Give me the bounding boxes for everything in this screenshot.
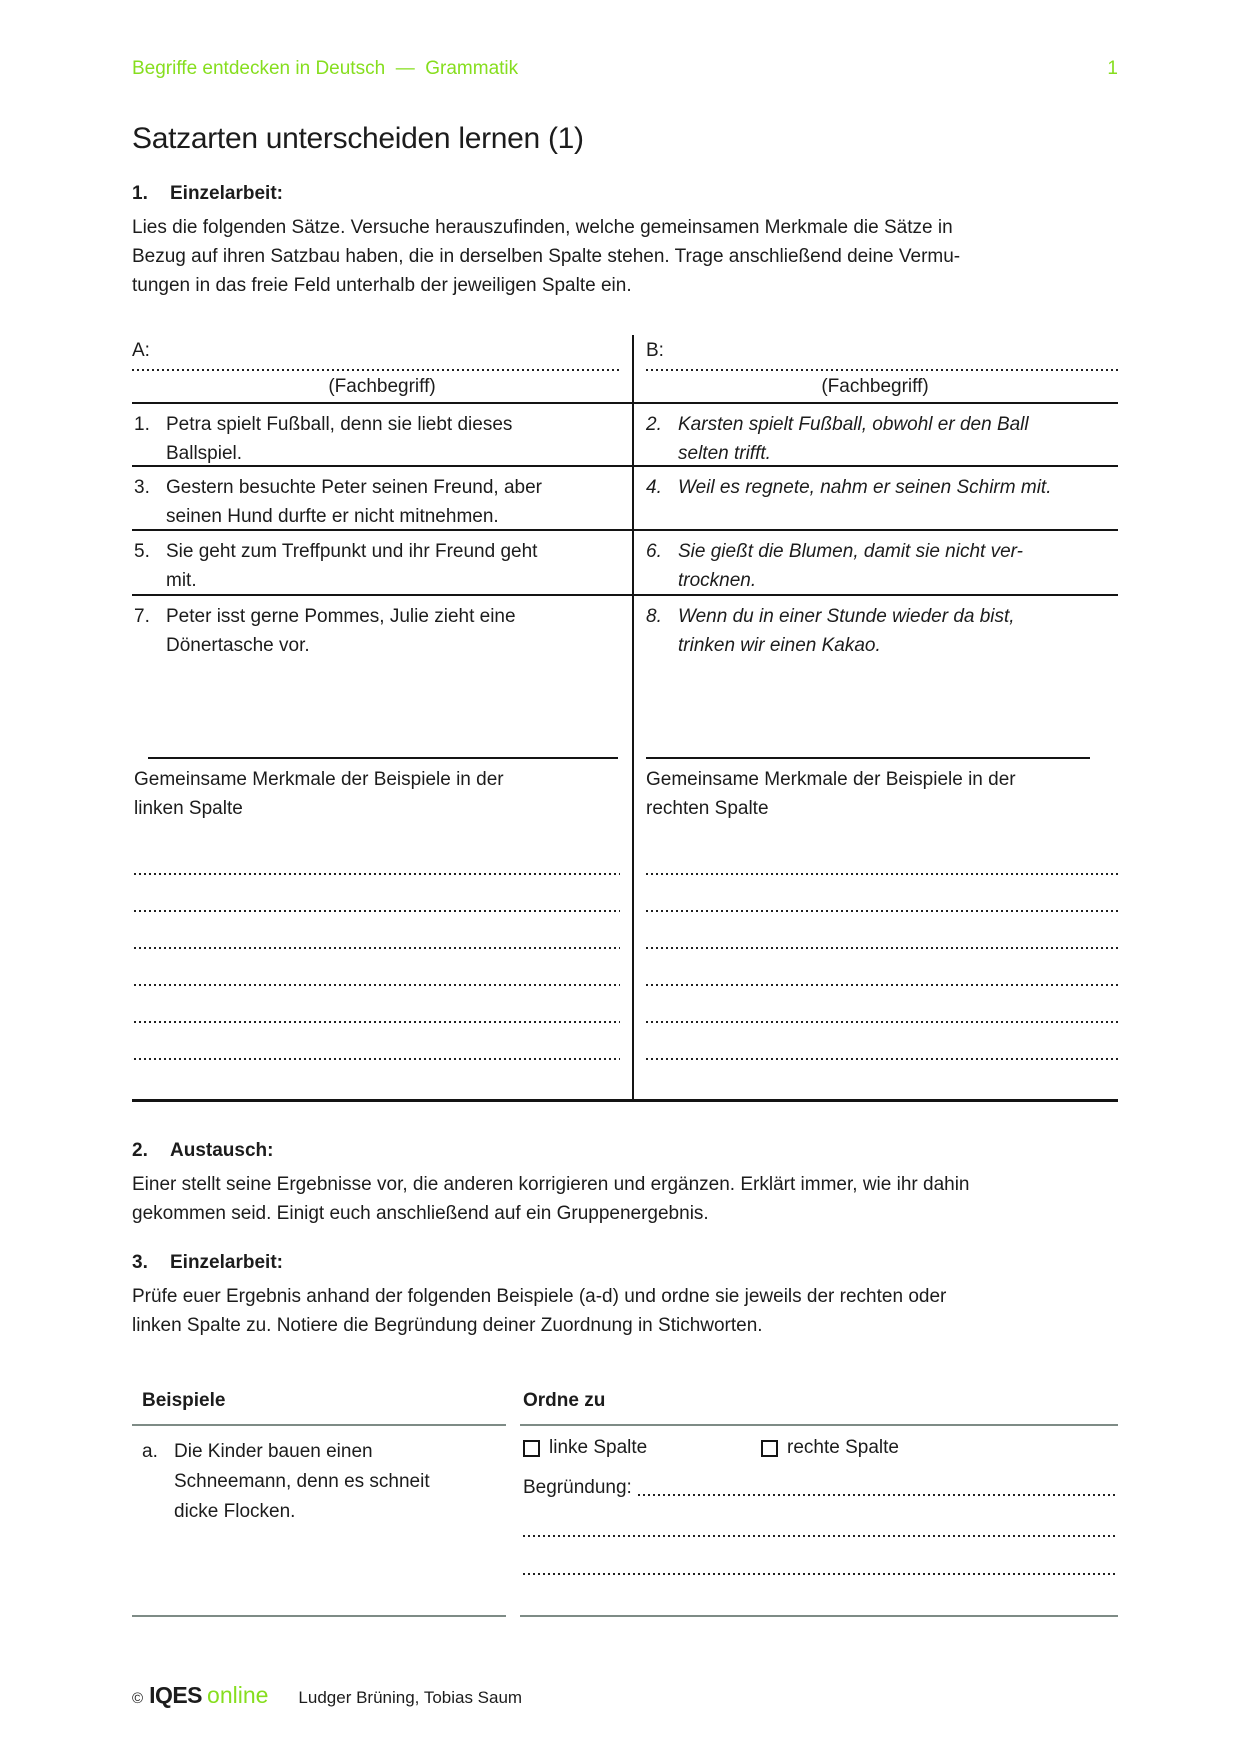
answer-line <box>646 984 1118 986</box>
text-line: dicke Flocken. <box>174 1501 296 1522</box>
column-a-label: A: <box>132 340 150 361</box>
reason-row <box>523 1477 1118 1499</box>
summary-heading: Gemeinsame Merkmale der Beispiele in der <box>134 769 504 790</box>
answer-line <box>646 1058 1118 1060</box>
text-line: Wenn du in einer Stunde wieder da bist, <box>678 606 1015 627</box>
sentence-number: 6. <box>646 541 662 562</box>
text-line: trinken wir einen Kakao. <box>678 635 881 656</box>
text-line: selten trifft. <box>678 443 771 464</box>
text-line: Schneemann, denn es schneit <box>174 1471 430 1492</box>
sentence-text <box>166 602 516 660</box>
text-line: Karsten spielt Fußball, obwohl er den Ball <box>678 414 1029 435</box>
sentence-text <box>166 537 537 595</box>
answer-line <box>134 984 620 986</box>
section-2-instructions <box>132 1170 1118 1228</box>
text-line: Prüfe euer Ergebnis anhand der folgenden Beispiele (a-d) und ordne sie jeweils der rechten oder <box>132 1286 947 1307</box>
answer-line <box>134 947 620 949</box>
text-line: Lies die folgenden Sätze. Versuche herauszufinden, welche gemeinsamen Merkmale die Sätze in <box>132 217 953 238</box>
text-line: gekommen seid. Einigt euch anschließend auf ein Gruppenergebnis. <box>132 1203 709 1224</box>
sentence-text <box>678 410 1029 468</box>
answer-line <box>134 1058 620 1060</box>
sentence-cell-3 <box>132 467 632 531</box>
summary-heading: linken Spalte <box>134 798 243 819</box>
answer-line <box>646 1021 1118 1023</box>
sentence-text <box>678 602 1015 660</box>
document-header <box>132 0 1118 80</box>
sentence-cell-4 <box>632 467 1118 531</box>
text-line: tungen in das freie Feld unterhalb der jeweiligen Spalte ein. <box>132 275 632 296</box>
section-1-instructions <box>132 213 1118 300</box>
section-number: 1. <box>132 183 148 204</box>
header-title: Begriffe entdecken in Deutsch — Grammatik <box>132 58 519 79</box>
sentence-number: 1. <box>134 414 150 435</box>
iqes-logo-online: online <box>207 1682 269 1708</box>
example-a-cell <box>132 1426 506 1617</box>
checkbox-icon[interactable] <box>761 1440 778 1457</box>
sentence-number: 5. <box>134 541 150 562</box>
reason-label: Begründung: <box>523 1477 632 1498</box>
text-line: Petra spielt Fußball, denn sie liebt dieses <box>166 414 513 435</box>
copyright-symbol: © <box>132 1690 144 1707</box>
section-label: Austausch: <box>170 1140 274 1161</box>
separator-line <box>646 757 1090 759</box>
sentence-number: 8. <box>646 606 662 627</box>
text-line: Dönertasche vor. <box>166 635 310 656</box>
answer-line <box>523 1535 1118 1537</box>
section-3-heading <box>132 1252 1118 1274</box>
sentence-cell-6 <box>632 531 1118 596</box>
checkbox-linke-spalte[interactable] <box>523 1437 647 1459</box>
summary-cell-right <box>632 659 1118 1099</box>
sentence-cell-1 <box>132 404 632 467</box>
column-a-label-cell <box>132 335 632 371</box>
sentence-comparison-table <box>132 335 1118 1102</box>
example-letter: a. <box>142 1441 158 1462</box>
answer-line <box>638 1494 1118 1496</box>
checkbox-label: linke Spalte <box>549 1437 648 1458</box>
answer-line <box>134 873 620 875</box>
section-number: 3. <box>132 1252 148 1273</box>
sentence-text <box>678 473 1051 502</box>
summary-cell-left <box>132 659 632 1099</box>
text-line: Gestern besuchte Peter seinen Freund, aber <box>166 477 543 498</box>
checkbox-row <box>523 1437 1118 1463</box>
section-3-instructions <box>132 1282 1118 1340</box>
page-number: 1 <box>1107 58 1118 79</box>
text-line: Einer stellt seine Ergebnisse vor, die anderen korrigieren und ergänzen. Erklärt immer, wie ihr dahin <box>132 1174 970 1195</box>
sentence-text <box>166 410 512 468</box>
checkbox-label: rechte Spalte <box>787 1437 899 1458</box>
text-line: Peter isst gerne Pommes, Julie zieht eine <box>166 606 516 627</box>
section-label: Einzelarbeit: <box>170 1252 283 1273</box>
answer-area-right <box>646 873 1118 1060</box>
example-a-assignment-cell <box>520 1426 1118 1617</box>
separator-line <box>148 757 618 759</box>
sentence-text <box>166 473 542 531</box>
sentence-number: 2. <box>646 414 662 435</box>
sentence-number: 4. <box>646 477 662 498</box>
answer-line <box>646 947 1118 949</box>
checkbox-rechte-spalte[interactable] <box>761 1437 899 1459</box>
text-line: Weil es regnete, nahm er seinen Schirm mit. <box>678 477 1052 498</box>
sentence-cell-7 <box>132 596 632 659</box>
text-line: mit. <box>166 570 197 591</box>
answer-line <box>132 369 620 371</box>
sentence-cell-8 <box>632 596 1118 659</box>
answer-line <box>134 910 620 912</box>
section-label: Einzelarbeit: <box>170 183 283 204</box>
text-line: Sie gießt die Blumen, damit sie nicht ver- <box>678 541 1023 562</box>
example-text <box>174 1437 430 1527</box>
text-line: linken Spalte zu. Notiere die Begründung deiner Zuordnung in Stichworten. <box>132 1315 763 1336</box>
summary-heading: Gemeinsame Merkmale der Beispiele in der <box>646 769 1016 790</box>
section-2-heading <box>132 1140 1118 1162</box>
assignment-col-assign-header: Ordne zu <box>520 1390 1118 1426</box>
sentence-cell-2 <box>632 404 1118 467</box>
text-line: seinen Hund durfte er nicht mitnehmen. <box>166 506 499 527</box>
answer-line <box>646 873 1118 875</box>
column-a-subheader: (Fachbegriff) <box>132 371 632 404</box>
text-line: Ballspiel. <box>166 443 243 464</box>
section-1-heading <box>132 183 1118 205</box>
sentence-number: 3. <box>134 477 150 498</box>
iqes-logo-text: IQES <box>149 1682 203 1708</box>
answer-line <box>523 1573 1118 1575</box>
answer-line <box>646 910 1118 912</box>
column-b-label: B: <box>646 340 664 361</box>
text-line: Die Kinder bauen einen <box>174 1441 373 1462</box>
assignment-col-examples-header: Beispiele <box>132 1390 506 1426</box>
text-line: Bezug auf ihren Satzbau haben, die in derselben Spalte stehen. Trage anschließend deine Vermu- <box>132 246 961 267</box>
sentence-cell-5 <box>132 531 632 596</box>
page-footer <box>132 1682 522 1709</box>
sentence-text <box>678 537 1023 595</box>
authors: Ludger Brüning, Tobias Saum <box>298 1688 523 1707</box>
checkbox-icon[interactable] <box>523 1440 540 1457</box>
summary-heading: rechten Spalte <box>646 798 769 819</box>
column-b-label-cell <box>632 335 1118 371</box>
answer-line <box>134 1021 620 1023</box>
text-line: Sie geht zum Treffpunkt und ihr Freund geht <box>166 541 538 562</box>
answer-area-left <box>134 873 632 1060</box>
assignment-table <box>132 1390 1118 1617</box>
text-line: trocknen. <box>678 570 757 591</box>
section-number: 2. <box>132 1140 148 1161</box>
answer-line <box>646 369 1118 371</box>
page-title: Satzarten unterscheiden lernen (1) <box>132 122 584 155</box>
sentence-number: 7. <box>134 606 150 627</box>
column-b-subheader: (Fachbegriff) <box>632 371 1118 404</box>
